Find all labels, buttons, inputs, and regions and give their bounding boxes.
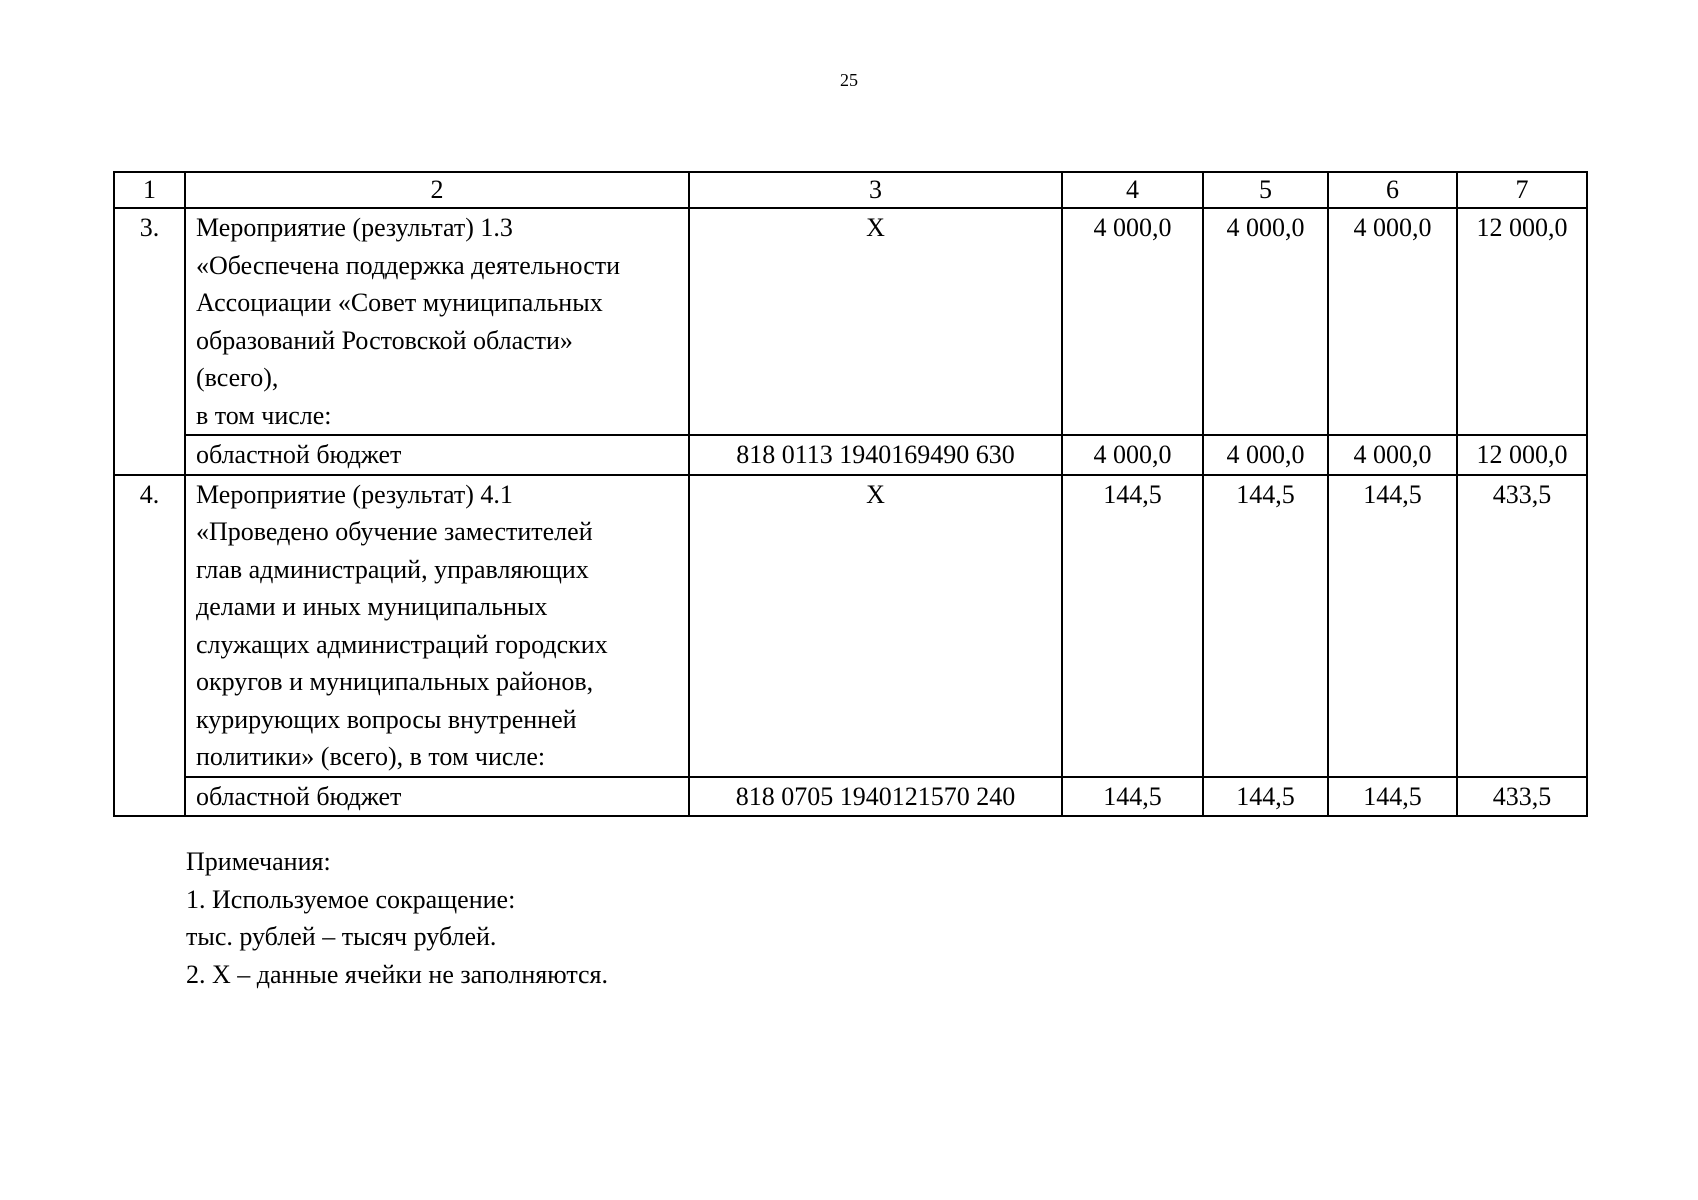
note-item: 1. Используемое сокращение: (186, 884, 516, 914)
note-item: 2. X – данные ячейки не заполняются. (186, 959, 609, 989)
value-cell: 4 000,0 (1203, 435, 1328, 475)
activity-title (185, 208, 689, 435)
column-header: 3 (689, 172, 1062, 208)
activity-title-line: «Обеспечена поддержка деятельности (196, 250, 621, 280)
table-row (114, 208, 1587, 435)
activity-title-line: (всего), (196, 363, 279, 392)
budget-table (113, 171, 1588, 817)
activity-title-line: «Проведено обучение заместителей (196, 517, 593, 546)
table-header-row (114, 172, 1587, 208)
total-cell: 12 000,0 (1457, 208, 1587, 435)
total-cell: 12 000,0 (1457, 435, 1587, 475)
activity-title-line: образований Ростовской области» (196, 325, 573, 355)
column-header: 4 (1062, 172, 1203, 208)
activity-title-line: Мероприятие (результат) 4.1 (196, 479, 513, 509)
total-cell: 433,5 (1457, 777, 1587, 817)
value-cell: 4 000,0 (1203, 208, 1328, 435)
value-cell: 144,5 (1328, 777, 1457, 817)
activity-title-line: глав администраций, управляющих (196, 554, 589, 584)
activity-title-line: в том числе: (196, 400, 332, 430)
value-cell: 144,5 (1062, 777, 1203, 817)
value-cell: 4 000,0 (1062, 208, 1203, 435)
total-cell: 433,5 (1457, 475, 1587, 777)
column-header: 5 (1203, 172, 1328, 208)
budget-code: 818 0113 1940169490 630 (689, 435, 1062, 475)
budget-code: 818 0705 1940121570 240 (689, 777, 1062, 817)
activity-title-line: служащих администраций городских (196, 629, 608, 659)
value-cell: 144,5 (1328, 475, 1457, 777)
funding-source: областной бюджет (185, 777, 689, 817)
activity-title-line: курирующих вопросы внутренней (196, 704, 577, 734)
activity-title-line: делами и иных муниципальных (196, 592, 548, 621)
budget-code: X (689, 208, 1062, 435)
column-header: 6 (1328, 172, 1457, 208)
notes-heading: Примечания: (186, 847, 331, 876)
note-item: тыс. рублей – тысяч рублей. (186, 922, 497, 951)
value-cell: 4 000,0 (1328, 208, 1457, 435)
value-cell: 144,5 (1062, 475, 1203, 777)
value-cell: 4 000,0 (1062, 435, 1203, 475)
table-row (114, 475, 1587, 777)
notes-block (186, 843, 608, 993)
activity-title-line: Ассоциации «Совет муниципальных (196, 288, 603, 317)
budget-code: X (689, 475, 1062, 777)
activity-title (185, 475, 689, 777)
column-header: 2 (185, 172, 689, 208)
activity-title-line: Мероприятие (результат) 1.3 (196, 213, 513, 242)
funding-source: областной бюджет (185, 435, 689, 475)
value-cell: 4 000,0 (1328, 435, 1457, 475)
row-number: 4. (114, 475, 185, 817)
page-number: 25 (840, 70, 858, 90)
value-cell: 144,5 (1203, 475, 1328, 777)
activity-title-line: округов и муниципальных районов, (196, 667, 594, 696)
table-subrow (114, 777, 1587, 817)
column-header: 7 (1457, 172, 1587, 208)
table-subrow (114, 435, 1587, 475)
column-header: 1 (114, 172, 185, 208)
row-number: 3. (114, 208, 185, 475)
activity-title-line: политики» (всего), в том числе: (196, 742, 546, 771)
value-cell: 144,5 (1203, 777, 1328, 817)
